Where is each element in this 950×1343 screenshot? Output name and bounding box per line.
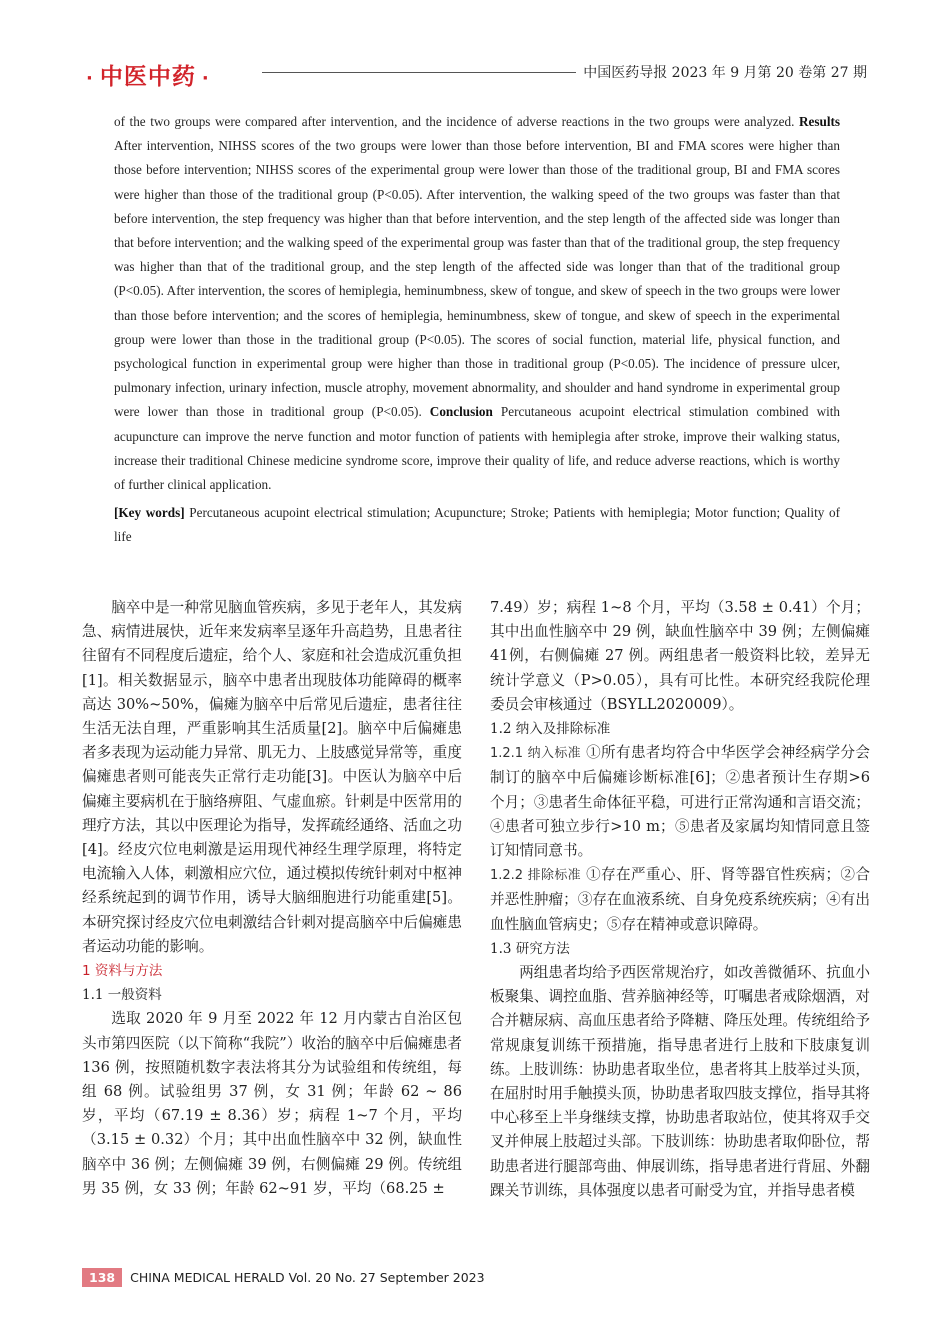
methods-paragraph: 两组患者均给予西医常规治疗，如改善微循环、抗血小板聚集、调控血脂、营养脑神经等，叮嘱患者戒除烟酒，对合并糖尿病、高血压患者给予降糖、降压处理。传统组给予常规康复训练干预措施，指导患者进行上肢和下肢康复训练。上肢训练：协助患者取坐位，患者将其上肢举过头顶，在屈肘时用手触摸头顶，协助患者取四肢支撑位，指导其将中心移至上半身继续支撑，协助患者取站位，使其将双手交叉并伸展上肢超过头部。下肢训练：协助患者取仰卧位，帮助患者进行腿部弯曲、伸展训练，指导患者进行背屈、外翻踝关节训练，具体强度以患者可耐受为宜，并指导患者模 (490, 964, 870, 1199)
section-brand (80, 58, 216, 91)
section-heading-methods: 1 资料与方法 (82, 963, 163, 980)
conclusion-label: Conclusion (421, 404, 493, 420)
results-label: Results (798, 114, 841, 129)
keywords-label: [Key words] (114, 505, 185, 521)
right-column (490, 596, 870, 1203)
exclusion-text: ①存在严重心、肝、肾等器官性疾病；②合并恶性肿瘤；③存在血液系统、自身免疫系统疾病；④有出血性脑血管病史；⑤存在精神或意识障碍。 (490, 866, 870, 933)
exclusion-title: 1.2.2 排除标准 (490, 868, 582, 884)
brand-dot-left: · (86, 68, 94, 89)
keywords-text: Percutaneous acupoint electrical stimulation; Acupuncture; Stroke; Patients with hemiplegia; Motor function; Quality of life (114, 505, 840, 545)
inclusion-criteria (490, 741, 870, 863)
footer-journal: CHINA MEDICAL HERALD Vol. 20 No. 27 September 2023 (130, 1270, 485, 1285)
page-header (0, 58, 950, 90)
general-data-continued: 7.49）岁；病程 1~8 个月，平均（3.58 ± 0.41）个月；其中出血性脑卒中 29 例，缺血性脑卒中 39 例；左侧偏瘫 41例，右侧偏瘫 27 例。两组患者一般资料比较，差异无统计学意义（P>0.05），具有可比性。本研究经我院伦理委员会审核通过（BSYLL2020009）。 (490, 599, 870, 713)
results-text: After intervention, NIHSS scores of the two groups were lower than those before intervention, BI and FMA scores were higher than those before intervention; NIHSS scores of the experimental group were lower than those of the traditional group, BI and FMA scores were higher than those of the traditional group (P<0.05). After intervention, the walking speed of the two groups was faster than that before intervention, the step frequency was higher than that before intervention, and the step length of the affected side was longer than that before intervention; and the walking speed of the experimental group was faster than that of the traditional group, the step frequency was higher than that of the traditional group, and the step length of the affected side was longer than that of the traditional group (P<0.05). After intervention, the scores of hemiplegia, heminumbness, skew of tongue, and skew of speech in the two groups were lower than those before intervention; and the scores of hemiplegia, heminumbness, skew of tongue, and skew of speech in the experimental group were lower than those in the traditional group (P<0.05). The scores of social function, material life, physical function, and psychological function in experimental group were higher than those in traditional group (P<0.05). The incidence of pressure ulcer, pulmonary infection, urinary infection, muscle atrophy, movement abnormality, and shoulder and hand syndrome in experimental group were lower than those in traditional group (P<0.05). (114, 138, 840, 420)
intro-paragraph: 脑卒中是一种常见脑血管疾病，多见于老年人，其发病急、病情进展快，近年来发病率呈逐年升高趋势，且患者往往留有不同程度后遗症，给个人、家庭和社会造成沉重负担[1]。相关数据显示，脑卒中患者出现肢体功能障碍的概率高达 30%~50%，偏瘫为脑卒中后常见后遗症，患者往往生活无法自理，严重影响其生活质量[2]。脑卒中后偏瘫患者多表现为运动能力异常、肌无力、上肢感觉异常等，重度偏瘫患者则可能丧失正常行走功能[3]。中医认为脑卒中后偏瘫主要病机在于脑络痹阻、气虚血瘀。针刺是中医常用的理疗方法，其以中医理论为指导，发挥疏经通络、活血之功[4]。经皮穴位电刺激是运用现代神经生理学原理，将特定电流输入人体，刺激相应穴位，通过模拟传统针刺对中枢神经系统起到的调节作用，诱导大脑细胞进行功能重建[5]。本研究探讨经皮穴位电刺激结合针刺对提高脑卒中后偏瘫患者运动功能的影响。 (82, 599, 462, 955)
page-number: 138 (82, 1268, 122, 1287)
journal-citation: 中国医药导报 2023 年 9 月第 20 卷第 27 期 (583, 65, 867, 81)
subsection-methods: 1.3 研究方法 (490, 940, 570, 957)
page-footer (82, 1268, 485, 1290)
general-data-paragraph: 选取 2020 年 9 月至 2022 年 12 月内蒙古自治区包头市第四医院（以下简称“我院”）收治的脑卒中后偏瘫患者 136 例，按照随机数字表法将其分为试验组和传统组，每组 68 例。试验组男 37 例，女 31 例；年龄 62 ~ 86 岁，平均（67.19 ± 8.36）岁；病程 1~7 个月，平均（3.15 ± 0.32）个月；其中出血性脑卒中 32 例，缺血性脑卒中 36 例；左侧偏瘫 39 例，右侧偏瘫 29 例。传统组男 35 例，女 33 例；年龄 62~91 岁，平均（68.25 ± (82, 1010, 462, 1197)
inclusion-title: 1.2.1 纳入标准 (490, 746, 582, 762)
keywords (114, 501, 840, 549)
subsection-general-data: 1.1 一般资料 (82, 987, 162, 1004)
subsection-criteria: 1.2 纳入及排除标准 (490, 721, 611, 738)
abstract-methods-tail: of the two groups were compared after intervention, and the incidence of adverse reactions in the two groups were analyzed. (114, 114, 795, 129)
brand-title: 中医中药 (99, 64, 196, 90)
abstract-paragraph (114, 110, 840, 497)
exclusion-criteria (490, 863, 870, 937)
english-abstract (114, 110, 840, 550)
header-divider (262, 72, 576, 73)
left-column (82, 596, 462, 1201)
brand-dot-right: · (201, 68, 210, 89)
inclusion-text: ①所有患者均符合中华医学会神经病学分会制订的脑卒中后偏瘫诊断标准[6]；②患者预计生存期>6 个月；③患者生命体征平稳，可进行正常沟通和言语交流；④患者可独立步行>10 m；⑤患者及家属均知情同意且签订知情同意书。 (490, 744, 870, 860)
conclusion-text: Percutaneous acupoint electrical stimulation combined with acupuncture can improve the nerve function and motor function of patients with hemiplegia after stroke, improve their walking status, increase their traditional Chinese medicine syndrome score, improve their quality of life, and reduce adverse reactions, which is worthy of further clinical application. (114, 404, 841, 493)
